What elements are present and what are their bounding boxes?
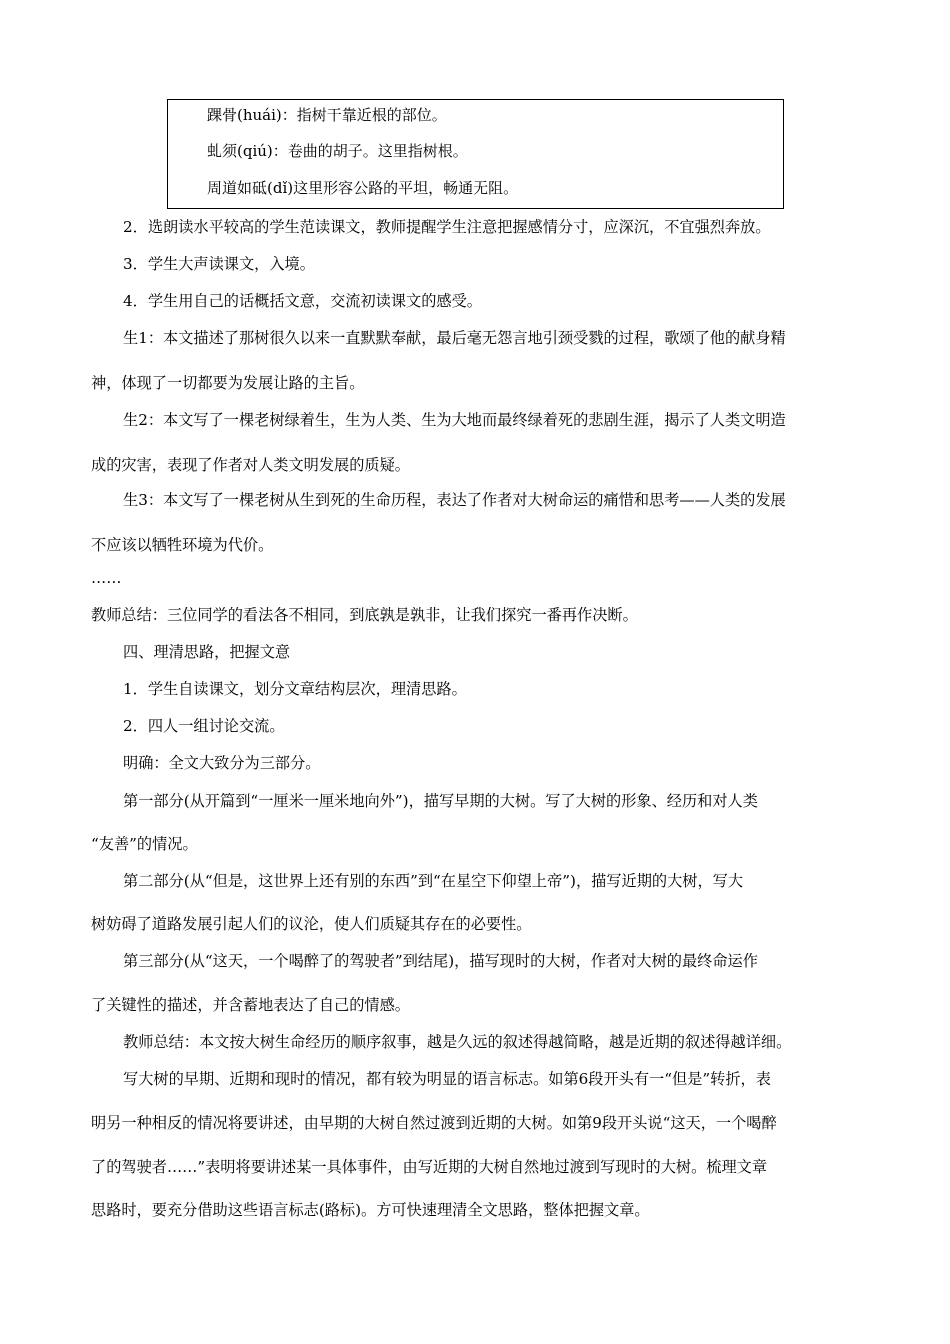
paragraph-line: 不应该以牺牲环境为代价。: [91, 536, 274, 554]
paragraph-line: 成的灾害，表现了作者对人类文明发展的质疑。: [91, 456, 410, 474]
paragraph-line: 2．选朗读水平较高的学生范读课文，教师提醒学生注意把握感情分寸，应深沉，不宜强烈奔放。: [123, 218, 771, 236]
paragraph-line: 神，体现了一切都要为发展让路的主旨。: [91, 374, 365, 392]
paragraph-line: 了关键性的描述，并含蓄地表达了自己的情感。: [91, 996, 410, 1014]
paragraph-line: 思路时，要充分借助这些语言标志(路标)。方可快速理清全文思路，整体把握文章。: [91, 1201, 650, 1219]
section-heading: 四、理清思路，把握文意: [123, 643, 291, 661]
annotation-line: 周道如砥(dǐ)这里形容公路的平坦，畅通无阻。: [207, 179, 519, 197]
paragraph-line: 生1：本文描述了那树很久以来一直默默奉献，最后毫无怨言地引颈受戮的过程，歌颂了他的献身精: [123, 329, 786, 347]
paragraph-line: 生2：本文写了一棵老树绿着生，生为人类、生为大地而最终绿着死的悲剧生涯，揭示了人类文明造: [123, 411, 786, 429]
paragraph-line: 4．学生用自己的话概括文意，交流初读课文的感受。: [123, 292, 482, 310]
annotation-line: 踝骨(huái)：指树干靠近根的部位。: [207, 106, 447, 124]
paragraph-line: 写大树的早期、近期和现时的情况，都有较为明显的语言标志。如第6段开头有一“但是”转折，表: [123, 1070, 771, 1088]
annotation-box: [167, 99, 784, 209]
paragraph-line: 3．学生大声读课文，入境。: [123, 255, 315, 273]
paragraph-line: 明确：全文大致分为三部分。: [123, 754, 321, 772]
paragraph-line: 1．学生自读课文，划分文章结构层次，理清思路。: [123, 680, 467, 698]
paragraph-line: “友善”的情况。: [91, 835, 198, 853]
paragraph-line: 树妨碍了道路发展引起人们的议沦，使人们质疑其存在的必要性。: [91, 915, 532, 933]
paragraph-line: 第三部分(从“这天，一个喝醉了的驾驶者”到结尾)，描写现时的大树，作者对大树的最终命运作: [123, 952, 758, 970]
paragraph-line: 第一部分(从开篇到“一厘米一厘米地向外”)，描写早期的大树。写了大树的形象、经历和对人类: [123, 792, 758, 810]
paragraph-line: 教师总结：三位同学的看法各不相同，到底孰是孰非，让我们探究一番再作决断。: [91, 606, 638, 624]
paragraph-line: 第二部分(从“但是，这世界上还有别的东西”到“在星空下仰望上帝”)，描写近期的大树，写大: [123, 872, 744, 890]
ellipsis-line: ……: [91, 569, 122, 587]
paragraph-line: 了的驾驶者……”表明将要讲述某一具体事件，由写近期的大树自然地过渡到写现时的大树。梳理文章: [91, 1158, 768, 1176]
annotation-line: 虬须(qiú)：卷曲的胡子。这里指树根。: [207, 142, 468, 160]
paragraph-line: 2．四人一组讨论交流。: [123, 717, 285, 735]
paragraph-line: 明另一种相反的情况将要讲述，由早期的大树自然过渡到近期的大树。如第9段开头说“这天，一个喝醉: [91, 1114, 777, 1132]
paragraph-line: 教师总结：本文按大树生命经历的顺序叙事，越是久远的叙述得越简略，越是近期的叙述得越详细。: [123, 1033, 792, 1051]
paragraph-line: 生3：本文写了一棵老树从生到死的生命历程，表达了作者对大树命运的痛惜和思考——人类的发展: [123, 491, 786, 509]
